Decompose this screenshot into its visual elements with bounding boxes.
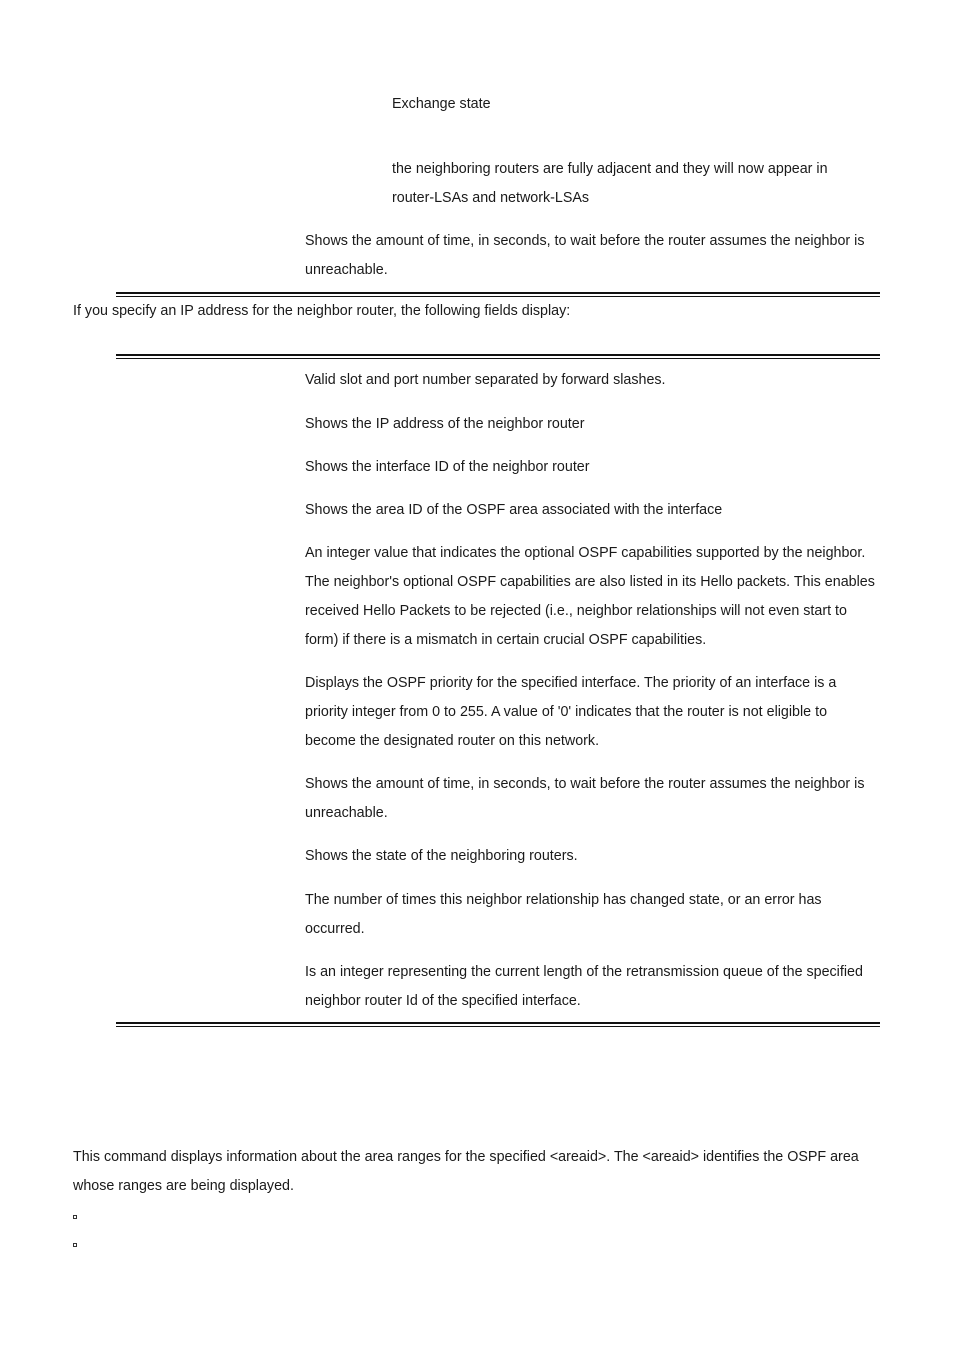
- detail-row-9-line-1: The number of times this neighbor relationship has changed state, or an error has: [305, 892, 822, 908]
- detail-row-4-line-1: Shows the area ID of the OSPF area associated with the interface: [305, 502, 723, 518]
- detail-row-5-line-3: received Hello Packets to be rejected (i.e., neighbor relationships will not even start to: [305, 603, 847, 619]
- dead-time-line-2: unreachable.: [305, 262, 388, 278]
- detail-row-10-line-2: neighbor router Id of the specified interface.: [305, 993, 581, 1009]
- range-description-line-2: whose ranges are being displayed.: [73, 1178, 294, 1194]
- detail-row-10-line-1: Is an integer representing the current length of the retransmission queue of the specified: [305, 964, 863, 980]
- bullet-icon: [73, 1215, 77, 1219]
- detail-row-5-line-2: The neighbor's optional OSPF capabilities are also listed in its Hello packets. This enables: [305, 574, 875, 590]
- exchange-state-text: Exchange state: [392, 96, 491, 112]
- range-description-line-1: This command displays information about the area ranges for the specified <areaid>. The <areaid> identifies the OSPF area: [73, 1149, 859, 1165]
- detail-row-5-line-4: form) if there is a mismatch in certain crucial OSPF capabilities.: [305, 632, 707, 648]
- detail-table-bottom-rule: [116, 1022, 880, 1027]
- dead-time-line-1: Shows the amount of time, in seconds, to wait before the router assumes the neighbor is: [305, 233, 865, 249]
- detail-table-top-rule: [116, 354, 880, 359]
- detail-row-8-line-1: Shows the state of the neighboring routers.: [305, 848, 578, 864]
- intro-sentence: If you specify an IP address for the neighbor router, the following fields display:: [73, 303, 571, 319]
- detail-row-6-line-1: Displays the OSPF priority for the specified interface. The priority of an interface is a: [305, 675, 837, 691]
- detail-row-7-line-1: Shows the amount of time, in seconds, to wait before the router assumes the neighbor is: [305, 776, 865, 792]
- detail-row-7-line-2: unreachable.: [305, 805, 388, 821]
- detail-row-3-line-1: Shows the interface ID of the neighbor router: [305, 459, 590, 475]
- detail-row-2-line-1: Shows the IP address of the neighbor router: [305, 416, 585, 432]
- detail-row-6-line-3: become the designated router on this network.: [305, 733, 600, 749]
- bullet-icon: [73, 1243, 77, 1247]
- detail-row-5-line-1: An integer value that indicates the optional OSPF capabilities supported by the neighbor.: [305, 545, 866, 561]
- full-state-line-1: the neighboring routers are fully adjacent and they will now appear in: [392, 161, 828, 177]
- detail-row-1-line-1: Valid slot and port number separated by forward slashes.: [305, 372, 666, 388]
- detail-row-9-line-2: occurred.: [305, 921, 365, 937]
- full-state-line-2: router-LSAs and network-LSAs: [392, 190, 590, 206]
- detail-row-6-line-2: priority integer from 0 to 255. A value of '0' indicates that the router is not eligible to: [305, 704, 828, 720]
